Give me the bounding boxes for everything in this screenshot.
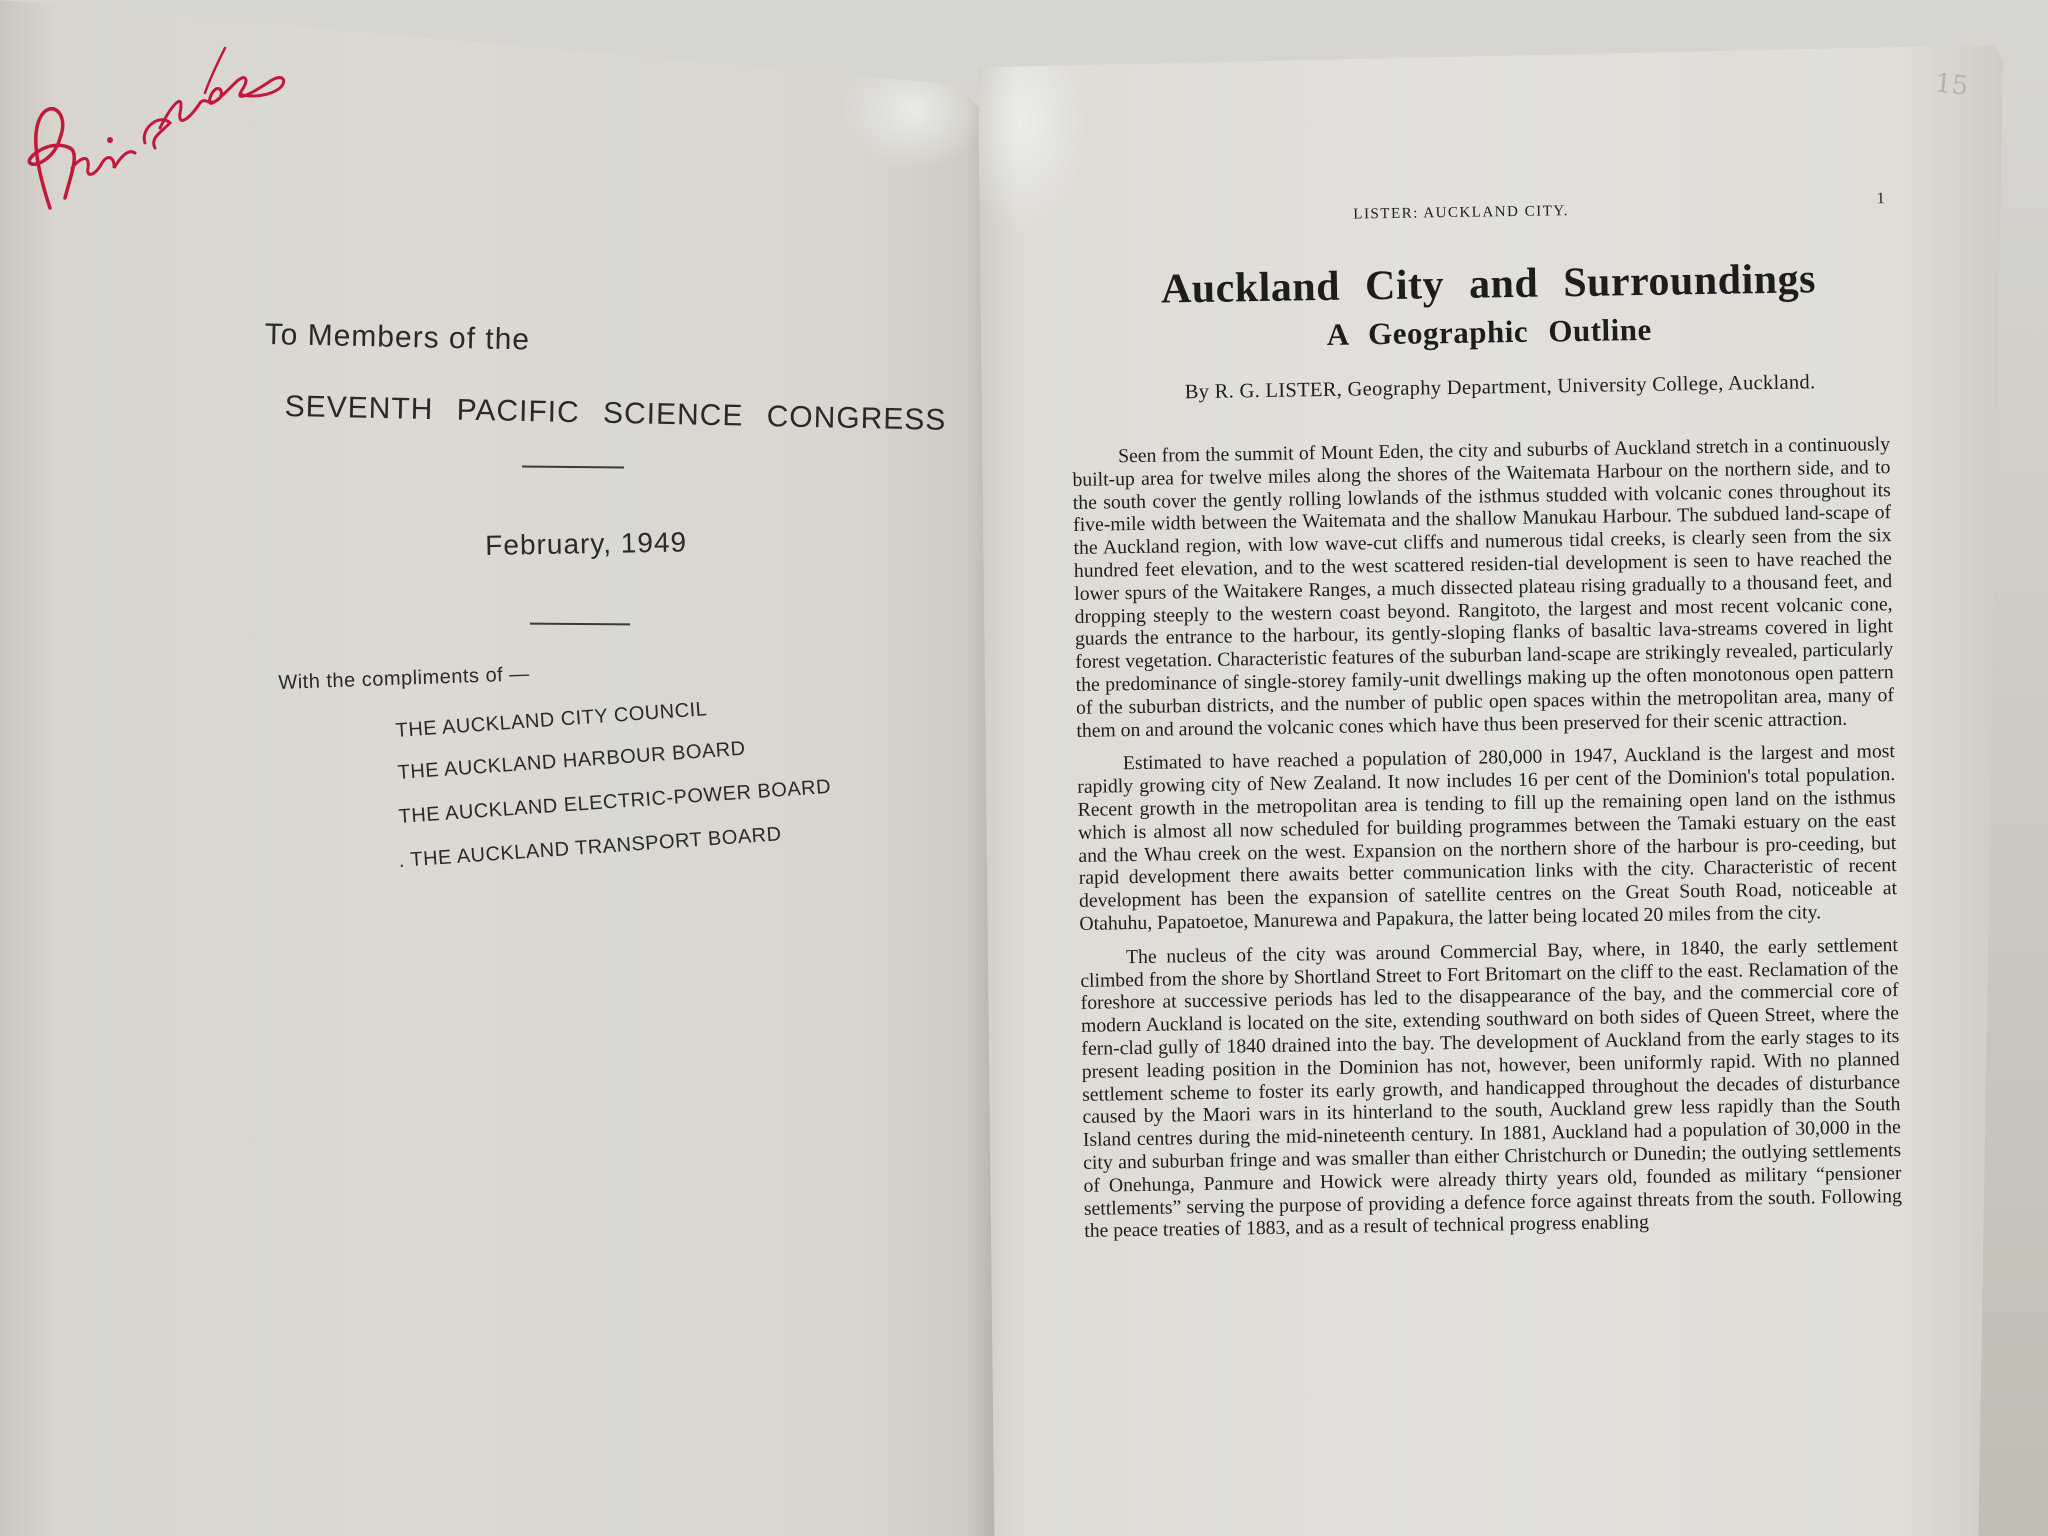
organization-name: THE AUCKLAND CITY COUNCIL	[395, 698, 708, 742]
handwritten-signature	[10, 18, 310, 238]
body-paragraph: Estimated to have reached a population of 280,000 in 1947, Auckland is the largest and most rapidly growing city of New Zealand. It now includes 16 per cent of the Dominion's total population. Recent growth in the metropolitan area is tending to fill up the remaining open land on the isthmus which is almost all now scheduled for building programmes between the Tamaki estuary on the east and the Whau creek on the west. Expansion on the northern shore of the harbour is pro-ceeding, but rapid development there awaits better communication links with the city. Characteristic of recent development has been the expansion of satellite centres on the Great South Road, noticeable at Otahuhu, Papatoetoe, Manurewa and Papakura, the latter being located 20 miles from the city.	[1077, 740, 1898, 935]
running-head-title: LISTER: AUCKLAND CITY.	[1353, 203, 1570, 223]
pencil-page-mark: 15	[1933, 68, 1970, 102]
dedication-date: February, 1949	[485, 526, 688, 561]
body-paragraph: The nucleus of the city was around Commercial Bay, where, in 1840, the early settlement climbed from the shore by Shortland Street to Fort Britomart on the cliff to the east. Reclamation of the foreshore at successive periods has led to the disappearance of the bay, and the commercial core of modern Auckland is located on the site, extending southward on both sides of Queen Street, where the fern-clad gully of 1840 drained into the bay. The development of Auckland from the early stages to its present leading position in the Dominion has not, however, been uniformly rapid. With no planned settlement scheme to foster its early growth, and handicapped throughout the decades of disturbance caused by the Maori wars in its hinterland to the south, Auckland grew less rapidly than the South Island centres during the mid-nineteenth century. In 1881, Auckland had a population of 30,000 in the city and suburban fringe and was smaller than either Christchurch or Dunedin; the outlying settlements of Onehunga, Panmure and Howick were already thirty years old, founded as military “pensioner settlements” serving the purpose of providing a defence force against threats from the south. Following the peace treaties of 1883, and as a result of technical progress enabling	[1080, 933, 1902, 1243]
organization-name: THE AUCKLAND ELECTRIC-POWER BOARD	[398, 775, 832, 828]
article-body	[1072, 433, 1902, 1243]
article-byline: By R. G. LISTER, Geography Department, University College, Auckland.	[1184, 371, 1816, 404]
page-number: 1	[1876, 190, 1887, 208]
article-page	[1068, 182, 1903, 1254]
dedication-line: To Members of the	[264, 318, 531, 357]
article-subtitle: A Geographic Outline	[1326, 311, 1652, 352]
body-paragraph: Seen from the summit of Mount Eden, the city and suburbs of Auckland stretch in a continuously built-up area for twelve miles along the shores of the Waitemata Harbour on the northern side, and to the south cover the gently rolling lowlands of the isthmus studded with volcanic cones throughout its five-mile width between the Waitemata and the shallow Manukau Harbour. The subdued land-scape of the Auckland region, with low wave-cut cliffs and numerous tidal creeks, is clearly seen from the six hundred feet elevation, and to the west scattered residen-tial development is seen to have reached the lower spurs of the Waitakere Ranges, a much dissected plateau rising gradually to a thousand feet, and dropping steeply to the western coast beyond. Rangitoto, the largest and most recent volcanic cone, guards the entrance to the harbour, its gently-sloping flanks of basaltic lava-streams covered in light forest vegetation. Characteristic features of the suburban land-scape are strikingly revealed, particularly the predominance of single-storey family-unit dwellings making up the often monotonous open pattern of the suburban districts, and the number of public open spaces within the metropolitan area, many of them on and around the volcanic cones which have thus been preserved for their scenic attraction.	[1072, 433, 1895, 742]
organization-name: . THE AUCKLAND TRANSPORT BOARD	[398, 823, 783, 872]
article-title: Auckland City and Surroundings	[1160, 256, 1817, 313]
compliments-line: With the compliments of —	[278, 663, 531, 694]
organization-name: THE AUCKLAND HARBOUR BOARD	[397, 737, 747, 784]
congress-name: SEVENTH PACIFIC SCIENCE CONGRESS	[284, 390, 947, 437]
